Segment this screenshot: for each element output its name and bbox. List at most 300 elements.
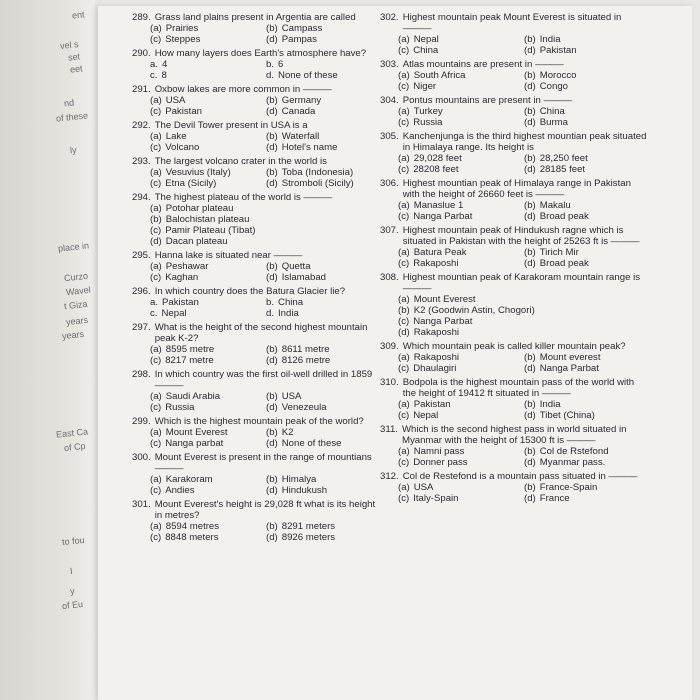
- answer-option: [398, 352, 524, 363]
- answer-option: [524, 200, 650, 211]
- option-label: (d): [266, 178, 278, 189]
- option-text: Myanmar pass.: [539, 457, 606, 468]
- option-label: (c): [150, 402, 162, 413]
- option-text: France: [539, 493, 570, 504]
- answer-option: [524, 457, 650, 468]
- question-number: 289.: [132, 12, 151, 23]
- question-text: Highest mountian peak of Karakoram mountain range is ———: [402, 272, 640, 294]
- answer-option: [266, 344, 382, 355]
- question-item: [380, 272, 650, 338]
- option-text: None of these: [281, 438, 342, 449]
- answer-option: [266, 95, 382, 106]
- answer-option: [266, 167, 382, 178]
- answer-option: [524, 363, 650, 374]
- option-text: Pamir Plateau (Tibat): [165, 225, 256, 236]
- question-item: [132, 322, 382, 366]
- answer-option: [398, 327, 650, 338]
- answer-option: [150, 391, 266, 402]
- option-text: 8291 meters: [281, 521, 336, 532]
- option-label: c.: [150, 308, 158, 319]
- option-text: Balochistan plateau: [165, 214, 250, 225]
- question-text: Highest mountain peak of Hindukush ragne which is situated in Pakistan with the height of 25263 ft is ———: [402, 225, 640, 247]
- question-item: [132, 250, 382, 283]
- option-text: 8594 metres: [165, 521, 220, 532]
- option-text: Niger: [413, 81, 437, 92]
- option-label: (a): [398, 294, 410, 305]
- answer-option: [150, 261, 266, 272]
- answer-option: [398, 81, 524, 92]
- question-text: In which country was the first oil-well drilled in 1859 ———: [154, 369, 373, 391]
- option-text: Pakistan: [539, 45, 577, 56]
- question-number: 303.: [380, 59, 399, 70]
- question-number: 299.: [132, 416, 151, 427]
- question-item: [380, 225, 650, 269]
- edge-fragment-text: Curzo: [63, 270, 89, 284]
- option-label: d.: [266, 308, 275, 319]
- option-label: (d): [266, 142, 278, 153]
- option-label: (c): [150, 34, 162, 45]
- previous-page-edge: [0, 0, 95, 700]
- question-number: 300.: [132, 452, 151, 463]
- answer-option: [266, 297, 382, 308]
- option-label: (d): [524, 117, 536, 128]
- option-label: (b): [266, 95, 278, 106]
- option-label: (a): [150, 203, 162, 214]
- option-text: Islamabad: [281, 272, 326, 283]
- answer-option: [150, 70, 266, 81]
- answer-options: [380, 446, 650, 468]
- option-label: (c): [398, 457, 410, 468]
- option-text: Etna (Sicily): [165, 178, 217, 189]
- answer-option: [150, 34, 266, 45]
- option-text: Nepal: [161, 308, 187, 319]
- option-text: 8: [161, 70, 167, 81]
- option-label: (b): [266, 344, 278, 355]
- option-text: Rakaposhi: [413, 258, 459, 269]
- question-text: Hanna lake is situated near ———: [154, 250, 303, 261]
- answer-option: [150, 131, 266, 142]
- option-text: Campass: [281, 23, 323, 34]
- option-text: Nanga Parbat: [413, 211, 473, 222]
- answer-options: [380, 70, 650, 92]
- option-text: 28208 feet: [413, 164, 459, 175]
- option-text: Rakaposhi: [413, 352, 460, 363]
- option-label: (c): [398, 45, 410, 56]
- answer-options: [132, 474, 382, 496]
- answer-option: [524, 493, 650, 504]
- answer-option: [266, 308, 382, 319]
- question-item: [132, 286, 382, 319]
- question-number: 305.: [380, 131, 399, 142]
- option-label: (c): [150, 178, 162, 189]
- option-text: Makalu: [539, 200, 571, 211]
- question-item: [380, 471, 650, 504]
- answer-option: [266, 355, 382, 366]
- answer-option: [150, 178, 266, 189]
- option-text: 28185 feet: [539, 164, 586, 175]
- option-text: Mount Everest: [413, 294, 476, 305]
- option-text: Broad peak: [539, 211, 589, 222]
- answer-option: [150, 59, 266, 70]
- answer-options: [132, 95, 382, 117]
- answer-option: [524, 34, 650, 45]
- option-label: a.: [150, 297, 159, 308]
- question-number: 309.: [380, 341, 399, 352]
- option-label: (b): [524, 482, 536, 493]
- answer-option: [524, 399, 650, 410]
- answer-option: [150, 167, 266, 178]
- answer-options: [380, 482, 650, 504]
- answer-options: [132, 131, 382, 153]
- edge-fragment-text: place in: [57, 240, 90, 254]
- answer-option: [524, 106, 650, 117]
- edge-fragment-text: ly: [69, 144, 78, 156]
- question-item: [132, 499, 382, 543]
- question-item: [380, 131, 650, 175]
- option-text: Waterfall: [281, 131, 320, 142]
- answer-options: [380, 352, 650, 374]
- answer-option: [398, 363, 524, 374]
- option-label: (d): [266, 532, 278, 543]
- answer-option: [398, 117, 524, 128]
- answer-option: [150, 427, 266, 438]
- answer-options: [380, 399, 650, 421]
- answer-option: [150, 532, 266, 543]
- answer-option: [150, 142, 266, 153]
- option-label: a.: [150, 59, 159, 70]
- question-item: [380, 424, 650, 468]
- option-text: China: [278, 297, 304, 308]
- edge-fragment-text: East Ca: [55, 426, 89, 440]
- edge-fragment-text: years: [61, 328, 85, 342]
- option-text: Venezeula: [281, 402, 327, 413]
- option-label: (c): [398, 117, 410, 128]
- option-label: (a): [150, 427, 162, 438]
- answer-option: [398, 200, 524, 211]
- question-item: [380, 12, 650, 56]
- question-item: [132, 12, 382, 45]
- answer-option: [398, 316, 650, 327]
- option-label: (c): [398, 164, 410, 175]
- question-text: The largest volcano crater in the world is: [154, 156, 327, 167]
- option-label: (d): [266, 402, 278, 413]
- option-text: Saudi Arabia: [165, 391, 221, 402]
- edge-fragment-text: nd: [63, 97, 75, 109]
- answer-option: [150, 485, 266, 496]
- option-label: (d): [524, 164, 536, 175]
- answer-options: [132, 167, 382, 189]
- answer-option: [150, 438, 266, 449]
- option-text: Broad peak: [539, 258, 589, 269]
- option-label: (d): [266, 355, 278, 366]
- answer-option: [524, 153, 650, 164]
- option-text: Dhaulagiri: [413, 363, 457, 374]
- option-label: (a): [398, 482, 410, 493]
- option-label: (d): [266, 485, 278, 496]
- question-number: 296.: [132, 286, 151, 297]
- question-number: 294.: [132, 192, 151, 203]
- answer-option: [524, 81, 650, 92]
- answer-options: [380, 247, 650, 269]
- option-label: b.: [266, 297, 275, 308]
- answer-option: [150, 236, 382, 247]
- option-text: Nanga parbat: [165, 438, 224, 449]
- option-text: Nanga Parbat: [413, 316, 473, 327]
- question-number: 306.: [380, 178, 399, 189]
- option-label: (a): [398, 106, 410, 117]
- option-text: Pakistan: [413, 399, 451, 410]
- edge-fragment-text: Wavel: [65, 284, 92, 298]
- option-label: (c): [398, 258, 410, 269]
- option-text: Peshawar: [165, 261, 209, 272]
- option-label: (d): [266, 272, 278, 283]
- question-text: Oxbow lakes are more common in ———: [154, 84, 332, 95]
- option-text: Mount everest: [539, 352, 601, 363]
- answer-option: [150, 23, 266, 34]
- answer-option: [398, 211, 524, 222]
- answer-options: [132, 427, 382, 449]
- answer-options: [380, 294, 650, 338]
- answer-options: [380, 153, 650, 175]
- answer-option: [524, 410, 650, 421]
- option-label: (d): [150, 236, 162, 247]
- option-label: (d): [524, 363, 536, 374]
- option-label: (b): [266, 261, 278, 272]
- answer-option: [524, 70, 650, 81]
- option-text: K2: [281, 427, 294, 438]
- option-label: (b): [266, 391, 278, 402]
- option-label: (c): [398, 81, 410, 92]
- answer-option: [150, 308, 266, 319]
- option-text: Mount Everest: [165, 427, 228, 438]
- option-text: Kaghan: [165, 272, 199, 283]
- option-text: USA: [281, 391, 302, 402]
- question-number: 311.: [380, 424, 398, 435]
- question-number: 290.: [132, 48, 151, 59]
- option-text: Col de Rstefond: [539, 446, 609, 457]
- question-text: Grass land plains present in Argentia are called: [154, 12, 356, 23]
- option-text: Manaslue 1: [413, 200, 464, 211]
- option-text: Italy-Spain: [413, 493, 459, 504]
- option-text: Vesuvius (Italy): [165, 167, 231, 178]
- edge-fragment-text: vel s: [59, 39, 79, 51]
- option-text: Pakistan: [165, 106, 202, 117]
- option-text: Stromboli (Sicily): [281, 178, 354, 189]
- option-text: K2 (Goodwin Astin, Chogori): [413, 305, 535, 316]
- option-text: Tirich Mir: [539, 247, 579, 258]
- answer-option: [398, 258, 524, 269]
- option-label: (a): [398, 399, 410, 410]
- option-text: Steppes: [165, 34, 201, 45]
- answer-option: [398, 45, 524, 56]
- edge-fragment-text: of these: [55, 110, 89, 124]
- option-text: 6: [278, 59, 284, 70]
- option-label: (a): [150, 474, 162, 485]
- option-label: (a): [150, 131, 162, 142]
- option-label: (a): [150, 23, 162, 34]
- edge-fragment-text: to fou: [61, 534, 85, 548]
- question-item: [132, 156, 382, 189]
- option-label: (b): [524, 153, 536, 164]
- answer-option: [150, 402, 266, 413]
- answer-options: [132, 521, 382, 543]
- answer-option: [150, 297, 266, 308]
- option-text: Turkey: [413, 106, 443, 117]
- answer-option: [150, 272, 266, 283]
- question-number: 312.: [380, 471, 399, 482]
- option-text: Namni pass: [413, 446, 465, 457]
- answer-option: [398, 153, 524, 164]
- option-label: (a): [398, 34, 410, 45]
- answer-options: [132, 261, 382, 283]
- answer-options: [380, 200, 650, 222]
- question-text: Pontus mountains are present in ———: [402, 95, 573, 106]
- option-text: Burma: [539, 117, 568, 128]
- option-text: Germany: [281, 95, 322, 106]
- option-text: India: [278, 308, 299, 319]
- answer-option: [524, 446, 650, 457]
- option-label: (c): [150, 225, 162, 236]
- answer-option: [266, 485, 382, 496]
- answer-option: [398, 247, 524, 258]
- answer-option: [266, 521, 382, 532]
- answer-option: [150, 95, 266, 106]
- answer-option: [398, 164, 524, 175]
- answer-option: [266, 402, 382, 413]
- option-text: Quetta: [281, 261, 311, 272]
- option-label: (b): [524, 106, 536, 117]
- question-item: [132, 369, 382, 413]
- answer-option: [150, 474, 266, 485]
- answer-option: [266, 438, 382, 449]
- option-label: (b): [524, 70, 536, 81]
- option-text: Hotel's name: [281, 142, 338, 153]
- question-number: 301.: [132, 499, 151, 510]
- question-text: The Devil Tower present in USA is a: [154, 120, 308, 131]
- option-label: (d): [524, 410, 536, 421]
- question-text: Which is the highest mountain peak of the world?: [154, 416, 364, 427]
- option-label: (b): [150, 214, 162, 225]
- answer-option: [266, 131, 382, 142]
- option-text: India: [539, 399, 561, 410]
- option-text: France-Spain: [539, 482, 598, 493]
- option-label: (c): [150, 438, 162, 449]
- answer-option: [150, 355, 266, 366]
- answer-option: [398, 399, 524, 410]
- option-label: (a): [150, 167, 162, 178]
- question-item: [132, 416, 382, 449]
- answer-options: [132, 391, 382, 413]
- option-text: 8848 meters: [165, 532, 219, 543]
- answer-options: [380, 34, 650, 56]
- option-label: (c): [398, 316, 410, 327]
- option-label: (d): [266, 34, 278, 45]
- option-label: (a): [150, 521, 162, 532]
- option-label: (d): [524, 258, 536, 269]
- edge-fragment-text: I: [69, 565, 74, 577]
- answer-option: [398, 493, 524, 504]
- question-text: The highest plateau of the world is ———: [154, 192, 333, 203]
- option-text: Morocco: [539, 70, 577, 81]
- answer-option: [150, 106, 266, 117]
- option-text: China: [539, 106, 565, 117]
- option-label: (c): [150, 142, 162, 153]
- option-label: (d): [524, 45, 536, 56]
- edge-fragment-text: y: [69, 585, 76, 597]
- answer-option: [398, 294, 650, 305]
- left-column: [132, 12, 382, 546]
- option-label: (d): [524, 493, 536, 504]
- question-text: Kanchenjunga is the third highest mountian peak situated in Himalaya range. Its height is: [402, 131, 647, 153]
- option-label: (c): [150, 272, 162, 283]
- option-label: (b): [266, 474, 278, 485]
- option-text: Congo: [539, 81, 569, 92]
- option-label: c.: [150, 70, 158, 81]
- option-text: Tibet (China): [539, 410, 595, 421]
- question-item: [132, 84, 382, 117]
- question-text: Highest mountian peak of Himalaya range in Pakistan with the height of 26660 feet is ———: [402, 178, 631, 200]
- option-label: (b): [524, 34, 536, 45]
- answer-option: [266, 23, 382, 34]
- option-text: Lake: [165, 131, 187, 142]
- option-text: 28,250 feet: [539, 153, 588, 164]
- option-label: (a): [150, 344, 162, 355]
- question-number: 295.: [132, 250, 151, 261]
- question-number: 302.: [380, 12, 399, 23]
- option-text: Volcano: [165, 142, 200, 153]
- question-number: 298.: [132, 369, 151, 380]
- option-text: India: [539, 34, 561, 45]
- answer-option: [266, 261, 382, 272]
- right-column: [380, 12, 650, 507]
- answer-option: [150, 521, 266, 532]
- option-text: USA: [413, 482, 434, 493]
- option-label: (d): [524, 81, 536, 92]
- option-label: (a): [150, 261, 162, 272]
- answer-option: [266, 70, 382, 81]
- question-text: Atlas mountains are present in ———: [402, 59, 564, 70]
- answer-option: [150, 203, 382, 214]
- option-label: (c): [398, 363, 410, 374]
- answer-options: [132, 344, 382, 366]
- option-label: (b): [524, 247, 536, 258]
- answer-option: [266, 391, 382, 402]
- option-label: (c): [398, 493, 410, 504]
- option-label: (d): [398, 327, 410, 338]
- answer-option: [150, 214, 382, 225]
- answer-option: [150, 344, 266, 355]
- question-text: Mount Everest's height is 29,028 ft what is its height in metres?: [154, 499, 376, 521]
- option-text: Russia: [165, 402, 195, 413]
- option-label: b.: [266, 59, 275, 70]
- answer-option: [524, 258, 650, 269]
- option-label: (b): [398, 305, 410, 316]
- option-label: (a): [398, 446, 410, 457]
- option-text: 29,028 feet: [413, 153, 462, 164]
- answer-option: [266, 532, 382, 543]
- answer-option: [266, 427, 382, 438]
- answer-option: [524, 45, 650, 56]
- option-text: Karakoram: [165, 474, 213, 485]
- question-item: [380, 341, 650, 374]
- option-label: (a): [150, 95, 162, 106]
- question-text: How many layers does Earth's atmosphere have?: [154, 48, 367, 59]
- answer-option: [398, 34, 524, 45]
- answer-option: [398, 70, 524, 81]
- edge-fragment-text: ent: [71, 9, 86, 21]
- question-item: [380, 59, 650, 92]
- answer-option: [266, 142, 382, 153]
